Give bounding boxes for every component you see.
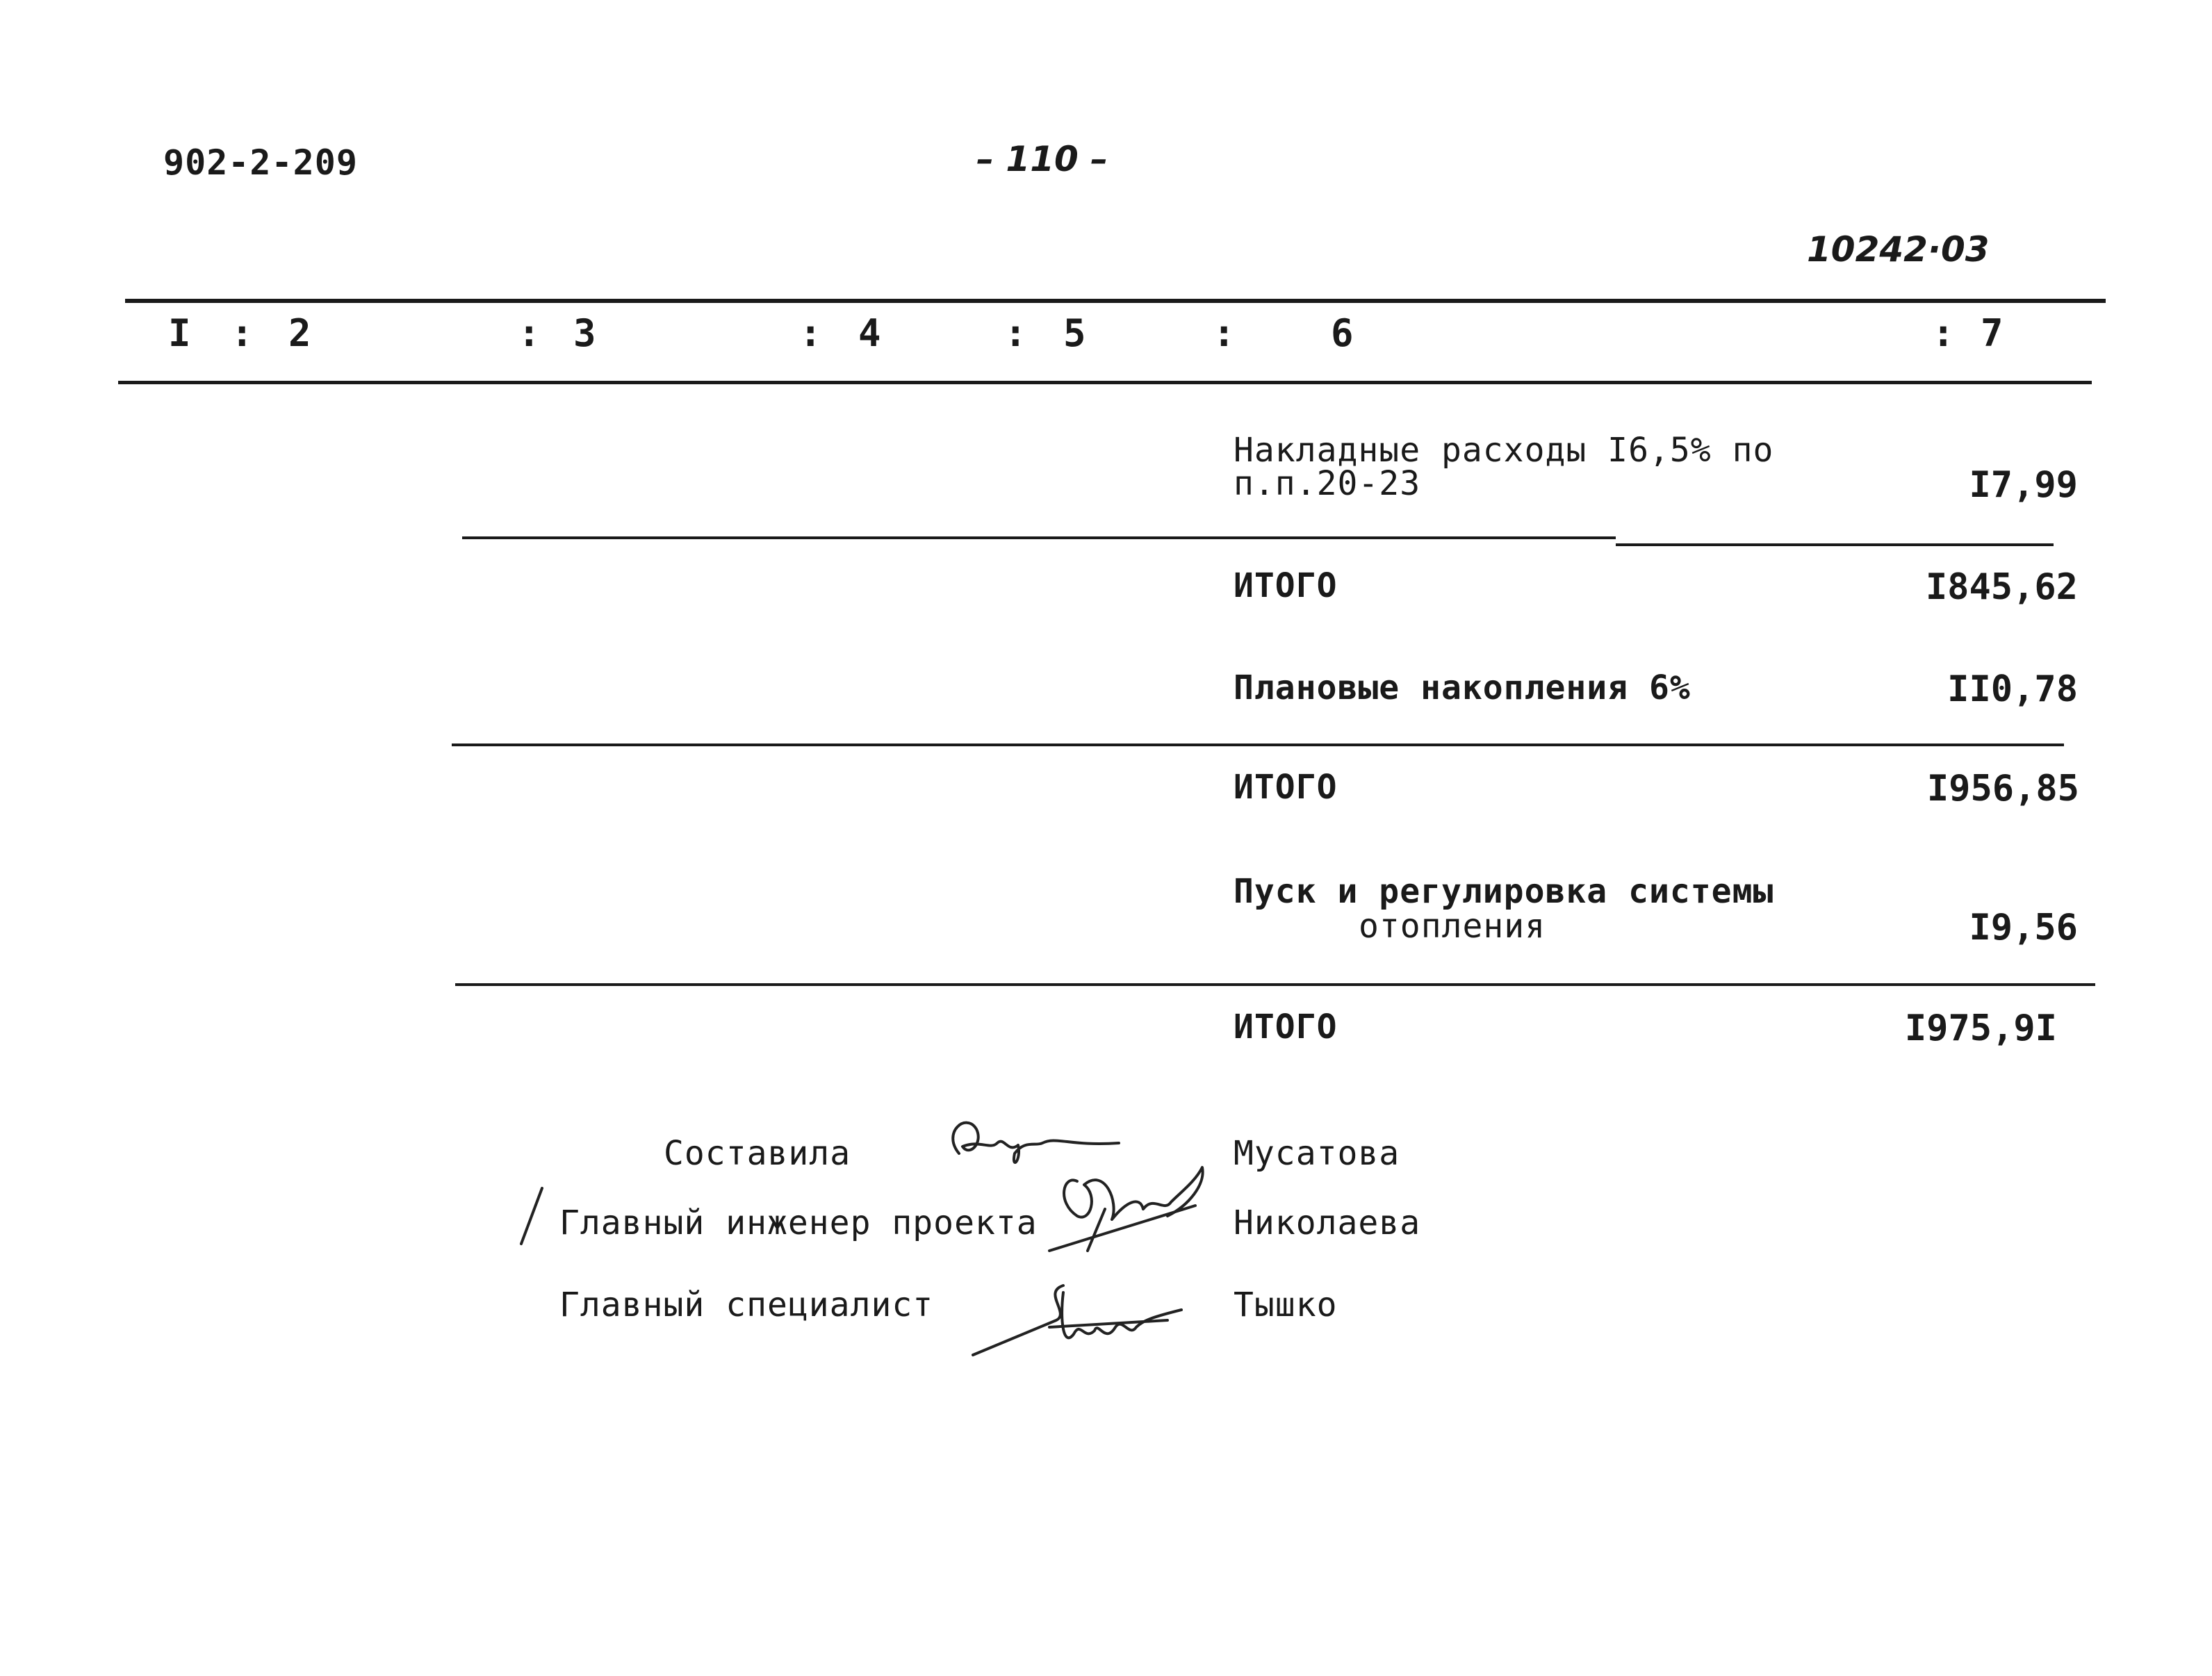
row-divider — [1616, 543, 2054, 546]
row-label: Плановые накопления 6% — [1234, 668, 1691, 707]
header-bottom-rule — [118, 381, 2092, 384]
column-separator: : — [231, 311, 254, 355]
column-number: 6 — [1331, 311, 1354, 355]
handwritten-mark — [514, 1181, 556, 1251]
row-value: I845,62 — [1925, 566, 2078, 608]
column-number: 7 — [1981, 311, 2004, 355]
column-separator: : — [1004, 311, 1027, 355]
row-value: I956,85 — [1926, 768, 2079, 810]
column-separator: : — [518, 311, 541, 355]
signer-name: Мусатова — [1234, 1134, 1400, 1173]
signature-2 — [1022, 1153, 1230, 1265]
signer-role: Главный инженер проекта — [559, 1203, 1038, 1242]
column-number: 2 — [288, 311, 311, 355]
inventory-number: 10242·03 — [1807, 229, 1990, 270]
row-label: ИТОГО — [1234, 1008, 1338, 1046]
signature-3 — [959, 1251, 1195, 1369]
row-divider — [462, 536, 1616, 539]
row-divider — [455, 983, 2095, 986]
row-label: Накладные расходы I6,5% по — [1234, 431, 1774, 470]
document-code: 902-2-209 — [163, 142, 358, 183]
row-label: Пуск и регулировка системы — [1234, 872, 1774, 911]
row-value: I9,56 — [1969, 907, 2078, 948]
row-label: п.п.20-23 — [1234, 464, 1421, 503]
row-label: ИТОГО — [1234, 566, 1338, 605]
row-value: I975,9I — [1904, 1008, 2057, 1049]
column-separator: : — [1932, 311, 1955, 355]
column-number: 5 — [1063, 311, 1086, 355]
column-number: 4 — [858, 311, 881, 355]
column-number: I — [168, 311, 191, 355]
column-separator: : — [1213, 311, 1236, 355]
row-divider — [452, 743, 2064, 746]
signer-role: Главный специалист — [559, 1285, 934, 1324]
page-number: – 110 – — [976, 139, 1108, 179]
signer-role: Составила — [664, 1134, 851, 1173]
row-label: ИТОГО — [1234, 768, 1338, 807]
signer-name: Николаева — [1234, 1203, 1421, 1242]
signer-name: Тышко — [1234, 1285, 1338, 1324]
column-number: 3 — [573, 311, 596, 355]
column-separator: : — [799, 311, 822, 355]
row-value: I7,99 — [1969, 464, 2078, 506]
row-label: отопления — [1359, 907, 1546, 946]
row-value: II0,78 — [1947, 668, 2078, 710]
header-top-rule — [125, 299, 2106, 303]
